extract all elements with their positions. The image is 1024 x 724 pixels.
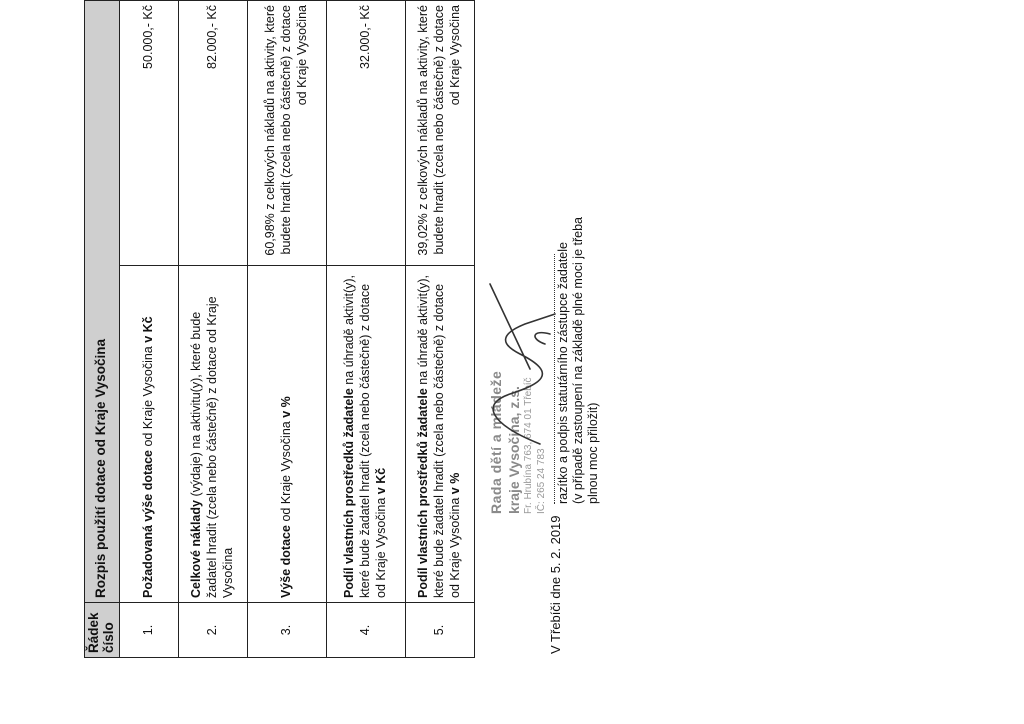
row-label-unit: v % <box>447 472 462 495</box>
stamp-line: Fr. Hrubína 763, 674 01 Třebíč <box>523 377 534 514</box>
row-label-text: na úhradě aktivit(y), které bude žadatel hradit (zcela nebo částečně) z dotace od Kraje Vysočina <box>416 274 462 598</box>
place-and-date: V Třebíči dne 5. 2. 2019 <box>548 515 563 654</box>
row-label-bold: Podíl vlastních prostředků žadatele <box>342 388 357 598</box>
row-label-bold: Požadovaná výše dotace <box>140 450 155 598</box>
table-header-row <box>85 1 120 658</box>
row-value: 50.000,- Kč <box>119 1 178 266</box>
stamp-line: Rada dětí a mládeže <box>488 370 504 514</box>
row-label-unit: v Kč <box>373 467 388 495</box>
row-label-text: od Kraje Vysočina <box>278 417 293 526</box>
row-label-text: (výdaje) na aktivitu(y), které bude žadatel hradit (zcela nebo částečně) z dotace od Kraje Vysočina <box>189 296 235 598</box>
signature-caption-line: plnou moc přiložit) <box>586 402 600 504</box>
row-value: 82.000,- Kč <box>178 1 247 266</box>
table-row <box>119 1 178 658</box>
stamp-line: IČ: 265 24 783 <box>535 448 547 514</box>
row-label-text: od Kraje Vysočina <box>140 342 155 451</box>
signature-caption-line: (v případě zastoupení na základě plné moci je třeba <box>571 217 585 504</box>
row-label-bold: Celkové náklady <box>189 500 204 598</box>
table-row <box>178 1 247 658</box>
row-value: 39,02% z celkových nákladů na aktivity, které budete hradit (zcela nebo částečně) z dotace od Kraje Vysočina <box>405 1 474 266</box>
row-label-text: na úhradě aktivit(y), které bude žadatel hradit (zcela nebo částečně) z dotace od Kraje Vysočina <box>342 274 388 598</box>
row-label <box>326 265 405 602</box>
signature-caption <box>556 184 601 504</box>
table-row <box>405 1 474 658</box>
table-row <box>326 1 405 658</box>
row-label-unit: v % <box>278 396 293 418</box>
row-value: 60,98% z celkových nákladů na aktivity, které budete hradit (zcela nebo částečně) z dotace od Kraje Vysočina <box>247 1 326 266</box>
row-label <box>405 265 474 602</box>
signature-line <box>554 254 555 504</box>
row-label <box>119 265 178 602</box>
row-number: 1. <box>119 603 178 658</box>
budget-table <box>84 0 475 658</box>
row-number-header: Řádek číslo <box>85 603 120 658</box>
table-row <box>247 1 326 658</box>
row-label <box>178 265 247 602</box>
signature-caption-line: razítko a podpis statutárního zástupce žadatele <box>556 242 570 504</box>
row-label-bold: Podíl vlastních prostředků žadatele <box>416 388 431 598</box>
row-number: 4. <box>326 603 405 658</box>
row-label <box>247 265 326 602</box>
row-number: 5. <box>405 603 474 658</box>
table-title: Rozpis použití dotace od Kraje Vysočina <box>85 1 120 603</box>
stamp-line: kraje Vysočina, z.s. <box>505 386 522 514</box>
row-label-bold: Výše dotace <box>278 525 293 598</box>
row-number: 2. <box>178 603 247 658</box>
row-label-unit: v Kč <box>140 316 155 343</box>
row-value: 32.000,- Kč <box>326 1 405 266</box>
row-number: 3. <box>247 603 326 658</box>
handwritten-signature <box>470 264 570 464</box>
